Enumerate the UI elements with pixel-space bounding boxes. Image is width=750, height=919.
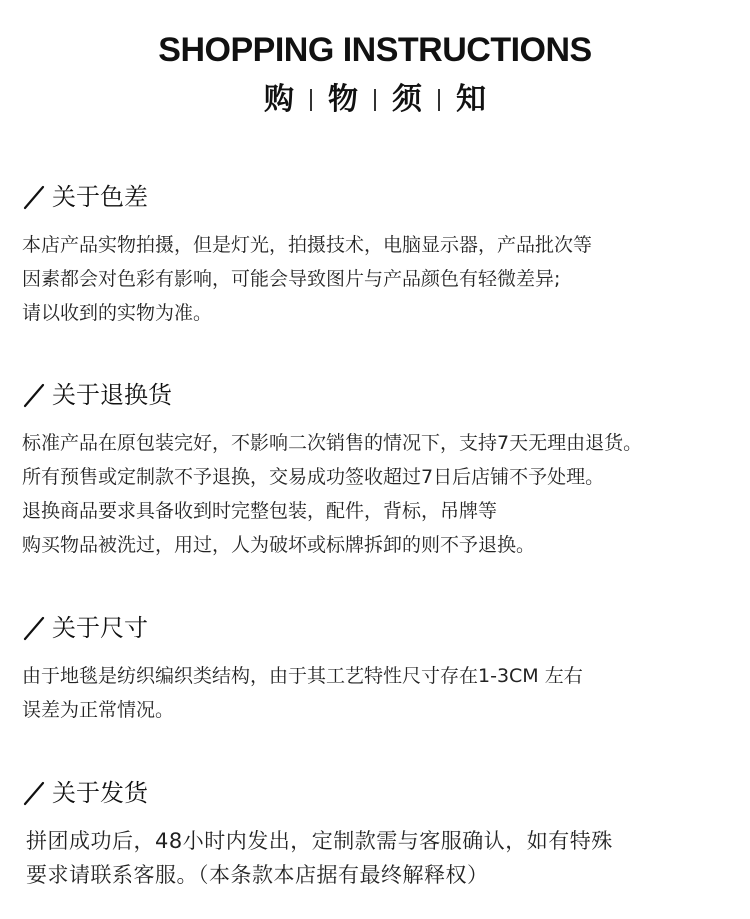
page-title-cn [0, 80, 750, 120]
slash-icon [22, 382, 46, 408]
slash-icon [22, 615, 46, 641]
title-divider [310, 89, 312, 111]
body-line: 购买物品被洗过，用过，人为破坏或标牌拆卸的则不予退换。 [22, 534, 536, 556]
section-body [22, 426, 742, 562]
section-heading [22, 611, 742, 645]
body-line: 因素都会对色彩有影响，可能会导致图片与产品颜色有轻微差异; [22, 268, 561, 290]
section-heading-label: 关于退换货 [52, 381, 172, 409]
page-title-en: SHOPPING INSTRUCTIONS [158, 31, 592, 69]
body-line: 要求请联系客服。（本条款本店据有最终解释权） [26, 863, 489, 887]
title-cn-char: 知 [456, 82, 486, 117]
title-divider [374, 89, 376, 111]
body-line: 本店产品实物拍摄，但是灯光，拍摄技术，电脑显示器，产品批次等 [22, 234, 593, 256]
section-size [22, 611, 742, 727]
section-body [22, 228, 742, 330]
body-line: 拼团成功后，48小时内发出，定制款需与客服确认，如有特殊 [26, 829, 613, 853]
section-heading [22, 180, 742, 214]
slash-icon [22, 780, 46, 806]
section-heading [22, 378, 742, 412]
section-heading [22, 776, 742, 810]
body-line: 标准产品在原包装完好，不影响二次销售的情况下，支持7天无理由退货。 [22, 432, 643, 454]
title-cn-char: 须 [392, 82, 422, 117]
body-line: 误差为正常情况。 [22, 699, 175, 721]
page-header [0, 30, 750, 120]
title-divider [438, 89, 440, 111]
slash-icon [22, 184, 46, 210]
body-line: 退换商品要求具备收到时完整包装，配件，背标，吊牌等 [22, 500, 498, 522]
section-color-difference [22, 180, 742, 330]
title-cn-char: 购 [264, 82, 294, 117]
section-body [26, 824, 742, 892]
title-cn-char: 物 [328, 82, 358, 117]
section-body [22, 659, 742, 727]
section-returns [22, 378, 742, 562]
section-shipping [22, 776, 742, 892]
body-line: 所有预售或定制款不予退换，交易成功签收超过7日后店铺不予处理。 [22, 466, 605, 488]
body-line: 由于地毯是纺织编织类结构，由于其工艺特性尺寸存在1-3CM 左右 [22, 665, 583, 687]
section-heading-label: 关于发货 [52, 779, 148, 807]
section-heading-label: 关于色差 [52, 183, 148, 211]
section-heading-label: 关于尺寸 [52, 614, 148, 642]
body-line: 请以收到的实物为准。 [22, 302, 213, 324]
